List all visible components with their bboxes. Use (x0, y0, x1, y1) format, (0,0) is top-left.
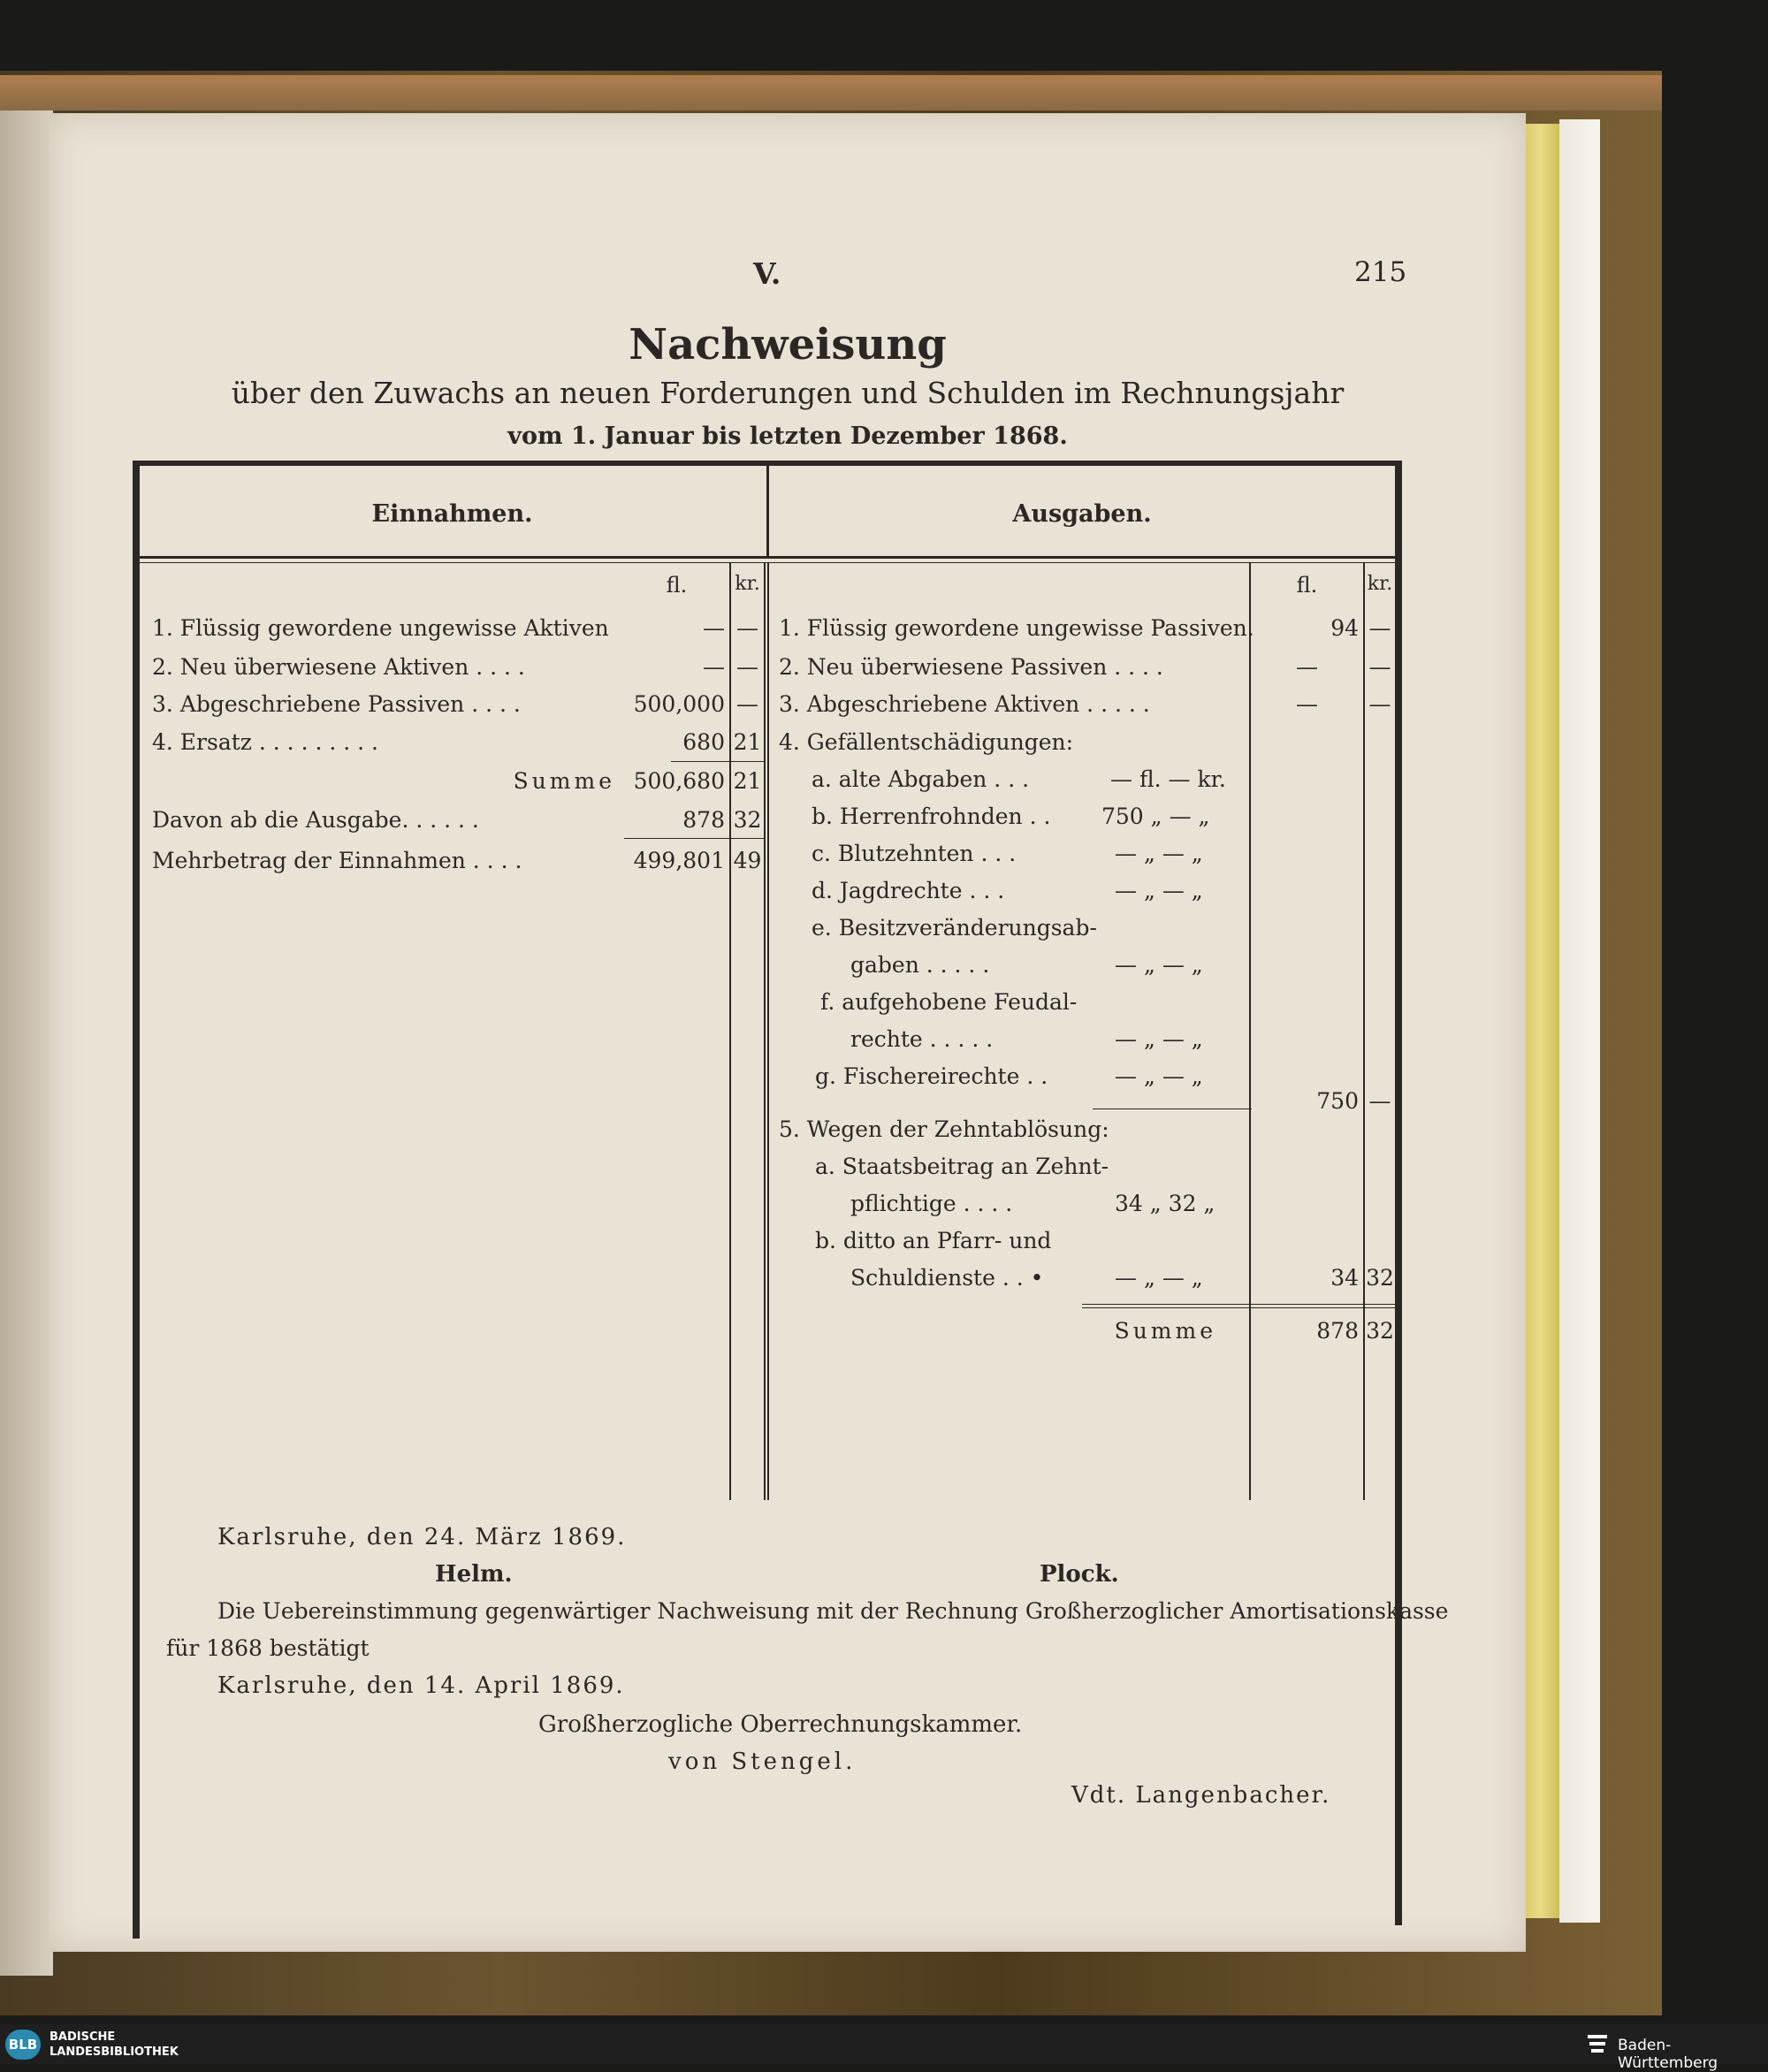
document-title: Nachweisung (629, 320, 947, 369)
left-row-label: Davon ab die Ausgabe. . . . . . (152, 807, 479, 833)
book-spine-edge (0, 75, 1662, 110)
left-row-label: 1. Flüssig gewordene ungewisse Aktiven (152, 615, 609, 641)
section-roman-numeral: V. (753, 256, 781, 291)
place-date-1: Karlsruhe, den 24. März 1869. (217, 1524, 627, 1550)
right-subrow-label: b. ditto an Pfarr- und (815, 1228, 1052, 1253)
page-stack-edge (1522, 124, 1559, 1918)
right-subrow-label: Schuldienste . . • (850, 1265, 1044, 1291)
right-subrow-label: d. Jagdrechte . . . (812, 878, 1005, 903)
right-subrow-label: pflichtige . . . . (850, 1191, 1013, 1216)
page-stack-edge-white (1559, 119, 1600, 1923)
right-subrow-amount: — „ — „ (1115, 878, 1203, 903)
right-subrow-label: g. Fischereirechte . . (815, 1063, 1048, 1089)
right-row-kr: — (1368, 1088, 1391, 1114)
library-name-line-1: BADISCHE (50, 2030, 116, 2044)
right-row-fl: — (1296, 654, 1318, 680)
right-subrow-label: gaben . . . . . (850, 952, 990, 978)
right-subrow-label: a. Staatsbeitrag an Zehnt- (815, 1154, 1109, 1179)
right-row-fl: 750 (1316, 1088, 1359, 1114)
right-subrow-amount: 750 „ — „ (1101, 804, 1210, 829)
right-subrow-amount: — „ — „ (1115, 1026, 1203, 1052)
left-row-label: 3. Abgeschriebene Passiven . . . . (152, 691, 521, 717)
right-subrow-amount: — „ — „ (1115, 1063, 1203, 1089)
place-date-2: Karlsruhe, den 14. April 1869. (217, 1672, 625, 1699)
right-subrow-label: a. alte Abgaben . . . (812, 766, 1030, 792)
right-subrow-amount: — „ — „ (1115, 841, 1203, 866)
header-einnahmen: Einnahmen. (371, 500, 533, 528)
right-row-fl: 878 (1316, 1318, 1359, 1344)
left-row-fl: 500,680 (633, 768, 725, 794)
right-row-fl: 34 (1330, 1265, 1359, 1291)
signature-right: Plock. (1040, 1561, 1119, 1588)
left-row-label: 4. Ersatz . . . . . . . . . (152, 729, 378, 755)
baden-wuerttemberg-lion-icon (1586, 2031, 1609, 2058)
document-page (50, 113, 1526, 1952)
left-row-fl: 500,000 (633, 691, 725, 717)
total-rule-double (1082, 1307, 1395, 1308)
right-unit-fl: fl. (1296, 573, 1318, 598)
left-kr-rule (764, 563, 766, 1500)
right-row-kr: 32 (1366, 1265, 1394, 1291)
left-row-fl: 878 (682, 807, 725, 833)
left-row-fl: — (703, 615, 725, 641)
right-subrow-amount: — „ — „ (1115, 952, 1203, 978)
right-unit-kr: kr. (1367, 573, 1393, 595)
left-row-fl: 499,801 (633, 848, 725, 873)
right-subrow-label: f. aufgehobene Feudal- (820, 989, 1078, 1015)
state-name[interactable]: Baden-Württemberg (1618, 2037, 1718, 2072)
document-period: vom 1. Januar bis letzten Dezember 1868. (507, 423, 1068, 450)
library-name-line-2: LANDESBIBLIOTHEK (50, 2045, 179, 2059)
table-header-rule (138, 556, 1395, 559)
right-row-kr: 32 (1366, 1318, 1394, 1344)
left-row-label: Mehrbetrag der Einnahmen . . . . (152, 848, 522, 873)
subtotal-rule (1093, 1108, 1252, 1109)
right-row-fl: 94 (1330, 615, 1359, 641)
blb-logo[interactable]: BLB (5, 2030, 41, 2060)
right-subrow-label: e. Besitzveränderungsab- (812, 915, 1097, 941)
right-subrow-label: rechte . . . . . (850, 1026, 994, 1052)
right-row-fl: — (1296, 691, 1318, 717)
signature-left: Helm. (435, 1561, 513, 1588)
right-row-kr: — (1368, 615, 1391, 641)
right-subrow-amount: — „ — „ (1115, 1265, 1203, 1291)
right-subrow-amount: — fl. — kr. (1110, 766, 1226, 792)
right-row-kr: — (1368, 654, 1391, 680)
vdt-signature: Vdt. Langenbacher. (1071, 1782, 1331, 1809)
left-row-label: 2. Neu überwiesene Aktiven . . . . (152, 654, 525, 680)
right-row-kr: — (1368, 691, 1391, 717)
left-row-kr: — (736, 654, 758, 680)
center-rule (767, 563, 769, 1500)
left-row-label: Summe (513, 768, 615, 794)
library-name[interactable] (50, 2030, 179, 2060)
right-row-label: 1. Flüssig gewordene ungewisse Passiven. (779, 615, 1254, 641)
left-row-kr: 32 (733, 807, 762, 833)
left-row-kr: — (736, 691, 758, 717)
right-row-label: 4. Gefällentschädigungen: (779, 729, 1074, 755)
table-border-left (133, 462, 140, 1939)
difference-rule (624, 838, 766, 839)
left-row-kr: — (736, 615, 758, 641)
left-row-fl: 680 (682, 729, 725, 755)
right-sum-label: Summe (1114, 1318, 1216, 1344)
left-row-kr: 49 (733, 848, 762, 873)
left-row-kr: 21 (733, 729, 762, 755)
document-subtitle: über den Zuwachs an neuen Forderungen und Schulden im Rechnungsjahr (231, 376, 1345, 410)
confirmation-line-2: für 1868 bestätigt (166, 1635, 370, 1661)
sum-rule (671, 761, 764, 762)
library-footer-bar (0, 2024, 1768, 2064)
total-rule (1082, 1304, 1395, 1305)
confirmation-line-1: Die Uebereinstimmung gegenwärtiger Nachweisung mit der Rechnung Großherzoglicher Amortisationskasse (217, 1598, 1449, 1624)
authority-name: Großherzogliche Oberrechnungskammer. (538, 1711, 1023, 1738)
left-unit-kr: kr. (735, 573, 760, 595)
right-subrow-label: c. Blutzehnten . . . (812, 841, 1017, 866)
header-ausgaben: Ausgaben. (1012, 500, 1152, 528)
table-border-right (1395, 462, 1402, 1925)
right-row-label: 5. Wegen der Zehntablösung: (779, 1116, 1109, 1142)
table-header-rule-thin (138, 562, 1395, 563)
left-page-edge (0, 110, 53, 1976)
left-row-fl: — (703, 654, 725, 680)
right-row-label: 3. Abgeschriebene Aktiven . . . . . (779, 691, 1150, 717)
left-row-kr: 21 (733, 768, 762, 794)
right-subrow-amount: 34 „ 32 „ (1115, 1191, 1216, 1216)
left-unit-fl: fl. (666, 573, 688, 598)
page-number: 215 (1354, 256, 1407, 288)
right-row-label: 2. Neu überwiesene Passiven . . . . (779, 654, 1163, 680)
signer-name: von Stengel. (668, 1748, 857, 1775)
right-subrow-label: b. Herrenfrohnden . . (812, 804, 1051, 829)
